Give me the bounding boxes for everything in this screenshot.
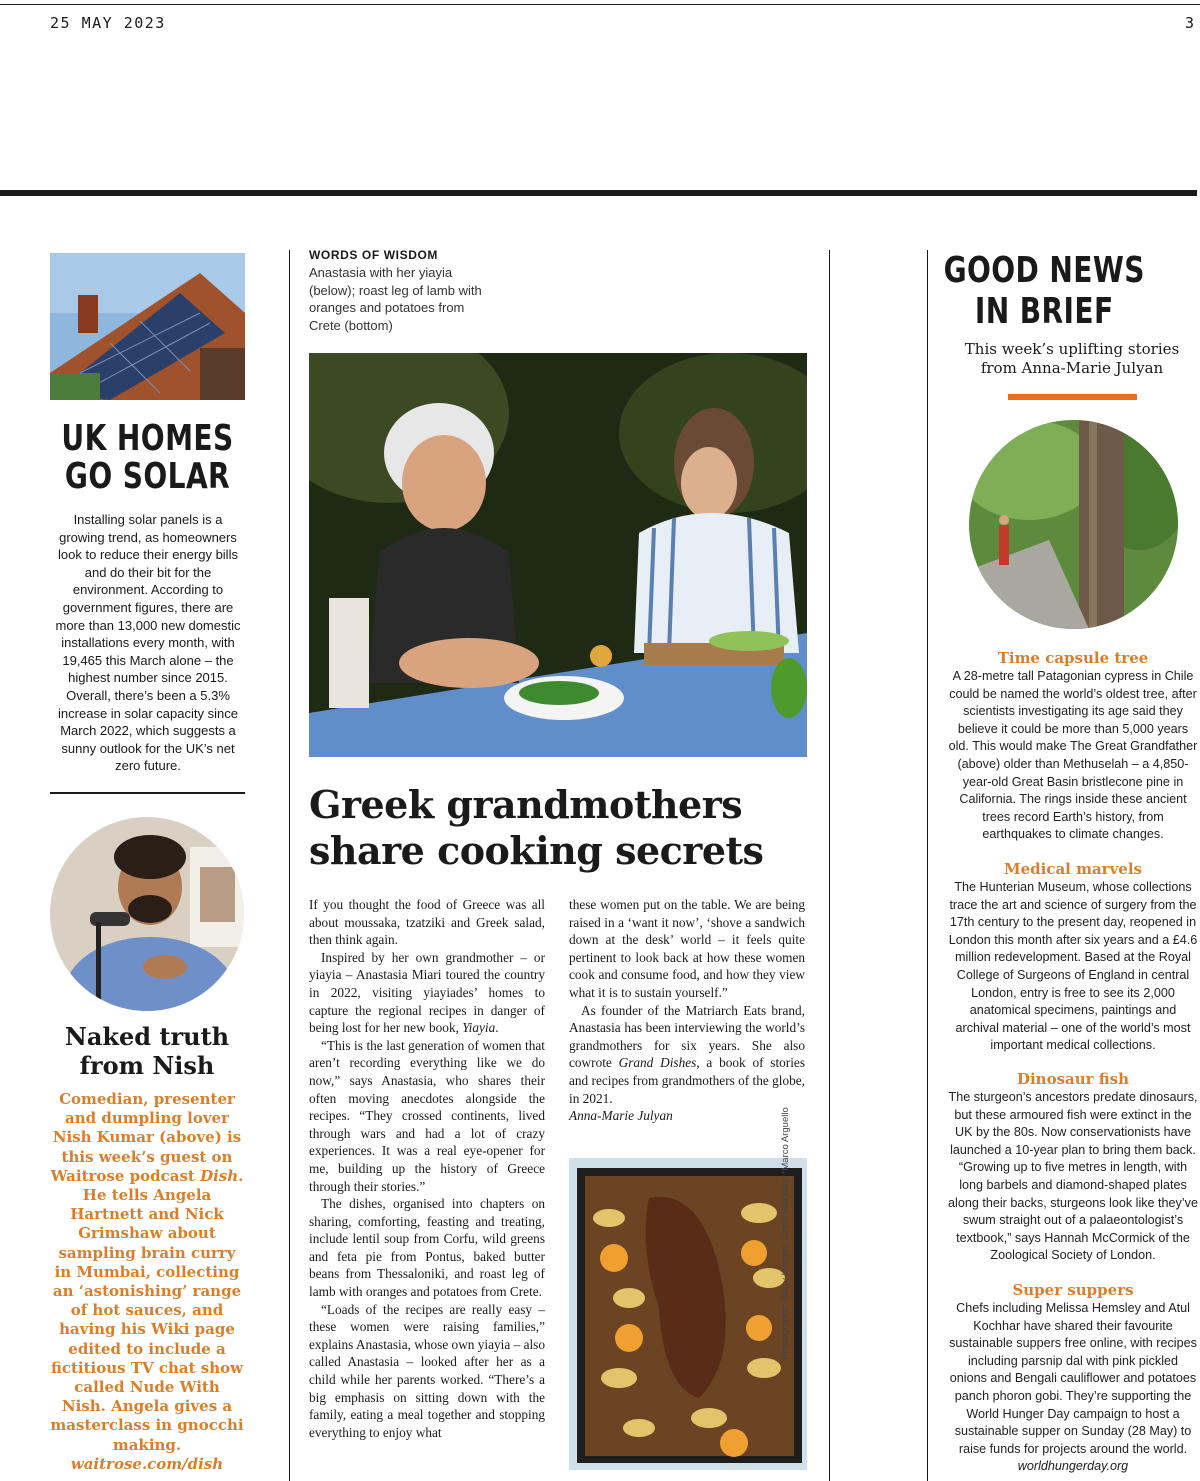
- book-title-grand-dishes: Grand Dishes: [618, 1055, 697, 1071]
- brief-super-suppers: [948, 1281, 1198, 1476]
- caption-label: WORDS OF WISDOM: [309, 248, 438, 262]
- article-paragraph: [309, 949, 545, 1037]
- left-column-rule: [50, 792, 245, 794]
- solar-headline-line2: GO SOLAR: [64, 456, 231, 497]
- paragraph-text: , a book of stories and recipes from grandmothers of the globe, in 2021.: [569, 1055, 806, 1106]
- photo-credit: Photographs: Getty Images, Chris Blackley, *Marco Arguello: [780, 1107, 791, 1360]
- patagonian-cypress-photo: [969, 420, 1178, 629]
- page-number: 3: [1184, 14, 1194, 32]
- solar-headline: [52, 420, 243, 496]
- nish-text-part2: . He tells Angela Hartnett and Nick Grimshaw about sampling brain curry in Mumbai, collecting an ‘astonishing’ range of hot sauces, and having his Wiki page edited to include a fictitious TV chat show called Nude With Nish. Angela gives a masterclass in gnocchi making.: [50, 1166, 244, 1454]
- article-paragraph: these women put on the table. We are being raised in a ‘want it now’, ‘shove a sandwich down at the desk’ world – it feels quite pertinent to look back at how these women cook and consume food, and how they view what it is to sustain yourself.”: [569, 897, 805, 1000]
- solar-body-text: Installing solar panels is a growing trend, as homeowners look to reduce their energy bills and do their bit for the environment. According to government figures, there are more than 13,000 new domestic installations every month, with 19,465 this March alone – the highest number since 2015. Overall, there’s been a 5.3% increase in solar capacity since March 2022, which suggests a sunny outlook for the UK’s net zero future.: [55, 512, 241, 774]
- paragraph-text: .: [495, 1020, 499, 1036]
- caption-text: Anastasia with her yiayia (below); roast leg of lamb with oranges and potatoes from Crete (bottom): [309, 265, 482, 333]
- section-divider: [0, 190, 1197, 196]
- brief-medical-marvels: [948, 860, 1198, 1055]
- issue-date: 25 MAY 2023: [50, 14, 166, 32]
- top-rule: [0, 4, 1200, 5]
- article-headline: Greek grandmothers share cooking secrets: [309, 782, 764, 873]
- brief-title: Super suppers: [1012, 1281, 1134, 1299]
- brief-text: [948, 1300, 1198, 1476]
- brief-title: Dinosaur fish: [1016, 1070, 1130, 1088]
- roast-lamb-photo: [569, 1158, 807, 1470]
- article-paragraph: The dishes, organised into chapters on sharing, comforting, feasting and treating, include lentil soup from Corfu, wild greens and feta pie from Pontus, baked butter beans from Thessaloniki, and roast leg of lamb with oranges and potatoes from Crete.: [309, 1196, 545, 1300]
- book-title-yiayia: Yiayia: [462, 1020, 496, 1036]
- paragraph-text: As founder of the Matriarch Eats brand, Anastasia has been interviewing the world’s grandmothers for six years. She also cowrote: [569, 1002, 805, 1071]
- solar-headline-line1: UK HOMES: [61, 418, 234, 459]
- brief-title: Medical marvels: [1003, 860, 1142, 878]
- nish-headline: Naked truth from Nish: [64, 1022, 230, 1080]
- article-column-1: [309, 896, 545, 1441]
- brief-title: Time capsule tree: [997, 649, 1149, 667]
- article-column-2: [569, 896, 805, 1125]
- paragraph-text: Inspired by her own grandmother – or yiayia – Anastasia Miari toured the country in 2022, visiting yiayiades’ homes to capture the regional recipes in danger of being lost for her new book,: [309, 949, 545, 1036]
- brief-text: A 28-metre tall Patagonian cypress in Chile could be named the world’s oldest tree, after scientists investigating its age said they believe it could be more than 5,000 years old. This would make The Great Grandfather (above) older than Methuselah – a 4,850-year-old Great Basin bristlecone pine in California. The rings inside these ancient trees record Earth’s history, from earthquakes to climate changes.: [948, 669, 1198, 842]
- good-news-headline: [935, 250, 1153, 332]
- article-paragraph: [569, 1002, 805, 1108]
- waitrose-dish-link[interactable]: waitrose.com/dish: [70, 1454, 224, 1473]
- column-rule-left: [289, 250, 290, 1481]
- nish-kumar-portrait: [50, 817, 244, 1011]
- brief-text-part: Chefs including Melissa Hemsley and Atul Kochhar have shared their favourite sustainable suppers free online, with recipes including parsnip dal with pink pickled onions and Bengali cauliflower and potatoes panch phoron gobi. They’re supporting the World Hunger Day campaign to host a sustainable supper on Sunday (28 May) to raise funds for projects around the world.: [949, 1301, 1197, 1456]
- brief-text: The sturgeon’s ancestors predate dinosaurs, but these armoured fish were extinct in the UK by the 80s. Now conservationists have launched a 10-year plan to bring them back. “Growing up to five metres in length, with long barbels and diamond-shaped plates along their backs, sturgeons look like they’ve swum straight out of a palaeontologist’s textbook,” says Hannah McCormick of the Zoological Society of London.: [948, 1090, 1198, 1263]
- podcast-title: Dish: [200, 1166, 239, 1185]
- nish-text-part1: Comedian, presenter and dumpling lover Nish Kumar (above) is this week’s guest on Waitrose podcast: [50, 1090, 242, 1185]
- accent-bar: [1008, 394, 1137, 400]
- brief-dinosaur-fish: [948, 1070, 1198, 1265]
- article-byline: Anna-Marie Julyan: [569, 1108, 673, 1124]
- article-paragraph: If you thought the food of Greece was all about moussaka, tzatziki and Greek salad, then think again.: [309, 897, 545, 948]
- good-news-line1: GOOD NEWS: [943, 250, 1145, 291]
- anastasia-yiayia-photo: [309, 353, 807, 757]
- solar-roof-photo: [50, 253, 245, 400]
- article-paragraph: “Loads of the recipes are really easy – these women were raising families,” explains Anastasia, whose own yiayia – also called Anastasia – looked after her as a child while her parents worked. “There’s a big emphasis on sitting down with the family, eating a meal together and stopping everything to enjoy what: [309, 1301, 545, 1440]
- article-paragraph: “This is the last generation of women that aren’t recording everything like we do now,” says Anastasia, who shares their often moving anecdotes alongside the recipes. “They crossed continents, lived through wars and had a lot of crazy experiences. It was a real eye-opener for me, building up the history of Greece through their stories.”: [309, 1037, 545, 1194]
- brief-time-capsule-tree: [948, 649, 1198, 844]
- column-rule-center: [829, 250, 830, 1481]
- brief-text: The Hunterian Museum, whose collections trace the art and science of surgery from the 17th century to the present day, reopened in London this month after six years and a £4.6 million redevelopment. Based at the Royal College of Surgeons of England in central London, entry is free to see its 2,000 anatomical specimens, paintings and archival material – one of the world’s most important medical collections.: [948, 880, 1198, 1053]
- nish-body-text: [50, 1090, 244, 1474]
- worldhungerday-link[interactable]: worldhungerday.org: [1017, 1459, 1129, 1474]
- column-rule-right: [927, 250, 928, 1481]
- good-news-subhead: This week’s uplifting stories from Anna-Marie Julyan: [964, 340, 1180, 377]
- good-news-line2: IN BRIEF: [974, 291, 1114, 332]
